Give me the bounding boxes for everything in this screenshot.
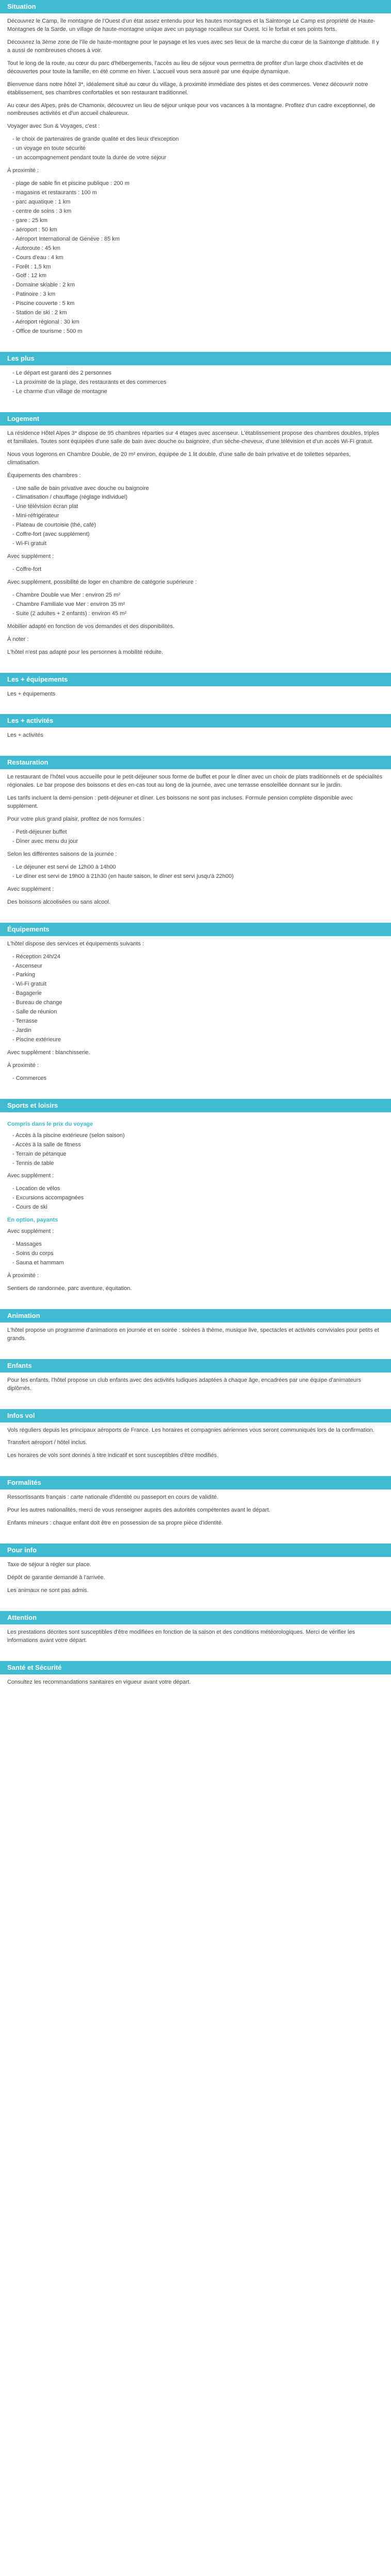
list-item: - centre de soins : 3 km <box>12 208 384 216</box>
list <box>7 369 384 396</box>
list <box>7 1185 384 1212</box>
list-item: - Aéroport International de Genève : 85 km <box>12 235 384 244</box>
list-item: - Une salle de bain privative avec douche ou baignoire <box>12 485 384 493</box>
list-item: - Forêt : 1,5 km <box>12 263 384 272</box>
list-item: - Jardin <box>12 1027 384 1035</box>
paragraph: Avec supplément : <box>7 1228 54 1235</box>
paragraph: À proximité : <box>7 1272 39 1279</box>
list-item: - Domaine skiable : 2 km <box>12 281 384 290</box>
list-item: - le choix de partenaires de grande qualité et des lieux d'exception <box>12 135 384 144</box>
subheading: Équipements des chambres : <box>7 472 81 479</box>
list-item: - Le dîner est servi de 19h00 à 21h30 (en haute saison, le dîner est servi jusqu'à 22h00) <box>12 873 384 881</box>
section-header-animation: Animation <box>0 1309 391 1323</box>
paragraph: Taxe de séjour à régler sur place. <box>7 1562 91 1568</box>
list-item: - Le déjeuner est servi de 12h00 à 14h00 <box>12 863 384 872</box>
paragraph: Bienvenue dans notre hôtel 3*, idéalement situé au cœur du village, à proximité immédiate des pistes et des commerces. Venez découvrir notre établissement, ses chambres confortables et son restaurant traditionnel. <box>7 81 368 96</box>
list-item: - gare : 25 km <box>12 217 384 225</box>
list-item: - Piscine couverte : 5 km <box>12 300 384 308</box>
section-body-enfants <box>0 1372 391 1404</box>
paragraph: Les + activités <box>7 732 44 739</box>
paragraph: Consultez les recommandations sanitaires en vigueur avant votre départ. <box>7 1679 191 1685</box>
paragraph: La résidence Hôtel Alpes 3* dispose de 95 chambres réparties sur 4 étages avec ascenseur. L'établissement propose des chambres doubles, triples et familiales. Toutes sont équipées d'une salle de bain avec douche ou baignoire, d'un sèche-cheveux, d'une télévision et d'un accès Wi-Fi gratuit. <box>7 430 380 445</box>
subheading: En option, payants <box>7 1217 58 1224</box>
list <box>7 135 384 162</box>
paragraph: Mobilier adapté en fonction de vos demandes et des disponibilités. <box>7 623 175 630</box>
list-item: - Le départ est garanti dès 2 personnes <box>12 369 384 378</box>
list-item: - La proximité de la plage, des restaurants et des commerces <box>12 379 384 387</box>
paragraph: Des boissons alcoolisées ou sans alcool. <box>7 899 110 905</box>
list-item: - Commerces <box>12 1075 384 1083</box>
paragraph: Découvrez la 3ème zone de l'île de haute-montagne pour le paysage et les vues avec ses lieux de la marche du cœur de la Saintonge d'altitude. Il y a aussi de nombreuses choses à voir. <box>7 39 379 54</box>
list-item: - Coffre-fort (avec supplément) <box>12 531 384 539</box>
section-header-plus: Les plus <box>0 352 391 365</box>
list <box>7 591 384 618</box>
section-body-activites <box>0 727 391 751</box>
list <box>7 953 384 1044</box>
list-item: - Plateau de courtoisie (thé, café) <box>12 521 384 530</box>
section-header-attention: Attention <box>0 1611 391 1624</box>
section-header-equipements: Les + équipements <box>0 673 391 686</box>
section-body-sports <box>0 1112 391 1304</box>
paragraph: Transfert aéroport / hôtel inclus. <box>7 1439 87 1446</box>
paragraph: Sentiers de randonnée, parc aventure, équitation. <box>7 1285 132 1292</box>
list-item: - Excursions accompagnées <box>12 1194 384 1202</box>
list-item: - Accès à la salle de fitness <box>12 1141 384 1149</box>
list-item: - Climatisation / chauffage (réglage individuel) <box>12 494 384 502</box>
list-item: - Ascenseur <box>12 962 384 971</box>
section-body-attention <box>0 1624 391 1656</box>
list-item: - un voyage en toute sécurité <box>12 145 384 153</box>
list-item: - Cours de ski <box>12 1204 384 1212</box>
list-item: - Station de ski : 2 km <box>12 309 384 317</box>
list-item: - Wi-Fi gratuit <box>12 980 384 989</box>
list-item: - Parking <box>12 971 384 979</box>
paragraph: Avec supplément : <box>7 1173 54 1179</box>
paragraph: Les + équipements <box>7 690 56 697</box>
paragraph: Avec supplément : <box>7 553 54 560</box>
paragraph: Tout le long de la route, au cœur du parc d'hébergements, l'accès au lieu de séjour vous permettra de profiter d'un large choix d'activités et de découvertes pour toute la famille, en été comme en hiver. L'accueil vous sera assuré par une équipe dynamique. <box>7 60 364 75</box>
list-item: - Coffre-fort <box>12 566 384 574</box>
paragraph: Les prestations décrites sont susceptibles d'être modifiées en fonction de la saison et des conditions météorologiques. Merci de vérifier les informations avant votre départ. <box>7 1629 355 1643</box>
list-item: - Petit-déjeuner buffet <box>12 828 384 837</box>
list <box>7 828 384 846</box>
section-header-equipements-hotel: Équipements <box>0 923 391 936</box>
section-body-situation <box>0 13 391 347</box>
section-header-restauration: Restauration <box>0 756 391 769</box>
paragraph: Enfants mineurs : chaque enfant doit être en possession de sa propre pièce d'identité. <box>7 1520 223 1527</box>
list-item: - Tennis de table <box>12 1160 384 1168</box>
paragraph: Avec supplément : <box>7 886 54 892</box>
list-item: - plage de sable fin et piscine publique : 200 m <box>12 180 384 188</box>
paragraph: Pour les autres nationalités, merci de vous renseigner auprès des autorités compétentes avant le départ. <box>7 1507 270 1514</box>
section-body-plus <box>0 365 391 407</box>
list-item: - parc aquatique : 1 km <box>12 198 384 207</box>
list <box>7 1075 384 1083</box>
list-item: - Mini-réfrigérateur <box>12 512 384 520</box>
list-item: - Terrain de pétanque <box>12 1150 384 1159</box>
list <box>7 566 384 574</box>
list-item: - Accès à la piscine extérieure (selon saison) <box>12 1132 384 1140</box>
section-body-logement <box>0 426 391 668</box>
list-item: - Piscine extérieure <box>12 1036 384 1044</box>
subheading: Compris dans le prix du voyage <box>7 1121 93 1127</box>
list <box>7 1132 384 1168</box>
list-item: - Cours d'eau : 4 km <box>12 254 384 262</box>
section-header-infos-vol: Infos vol <box>0 1409 391 1422</box>
section-header-pour-info: Pour info <box>0 1544 391 1557</box>
list-item: - Réception 24h/24 <box>12 953 384 961</box>
paragraph: Pour votre plus grand plaisir, profitez de nos formules : <box>7 816 144 823</box>
list-item: - Golf : 12 km <box>12 272 384 280</box>
list-item: - Wi-Fi gratuit <box>12 540 384 548</box>
section-body-animation <box>0 1323 391 1354</box>
paragraph: Avec supplément, possibilité de loger en chambre de catégorie supérieure : <box>7 579 197 585</box>
list-item: - Bureau de change <box>12 999 384 1007</box>
section-header-situation: Situation <box>0 0 391 13</box>
paragraph: À noter : <box>7 636 29 642</box>
paragraph: Dépôt de garantie demandé à l'arrivée. <box>7 1574 105 1581</box>
paragraph: Les animaux ne sont pas admis. <box>7 1587 89 1594</box>
section-body-infos-vol <box>0 1422 391 1471</box>
section-header-sports: Sports et loisirs <box>0 1099 391 1112</box>
list-item: - Soins du corps <box>12 1250 384 1258</box>
paragraph: L'hôtel n'est pas adapté pour les personnes à mobilité réduite. <box>7 649 164 655</box>
paragraph: Découvrez le Camp, île montagne de l'Ouest d'un état assez entendu pour les hautes montagnes et la Saintonge Le Camp est propriété de Haute-Montagnes de la Sarde, un village de haute-montagne unique avec un paysage rocailleux sur Ouest. Ici le forfait et ses points forts. <box>7 18 376 32</box>
list-item: - Chambre Familiale vue Mer : environ 35 m² <box>12 601 384 609</box>
list-item: - Terrasse <box>12 1018 384 1026</box>
section-header-enfants: Enfants <box>0 1359 391 1372</box>
list-item: - Salle de réunion <box>12 1008 384 1016</box>
paragraph: Les tarifs incluent la demi-pension : petit-déjeuner et dîner. Les boissons ne sont pas incluses. Formule pension complète disponible avec supplément. <box>7 795 353 810</box>
paragraph: L'hôtel propose un programme d'animations en journée et en soirée : soirées à thème, musique live, spectacles et activités conviviales pour petits et grands. <box>7 1327 379 1342</box>
subheading: Voyager avec Sun & Voyages, c'est : <box>7 123 100 130</box>
paragraph: Au cœur des Alpes, près de Chamonix, découvrez un lieu de séjour unique pour vos vacances à la montagne. Profitez d'un cadre exceptionnel, de nombreuses activités et d'un accueil chaleureux. <box>7 102 376 117</box>
list <box>7 863 384 881</box>
list-item: - Dîner avec menu du jour <box>12 838 384 846</box>
list-item: - Patinoire : 3 km <box>12 291 384 299</box>
paragraph: Le restaurant de l'hôtel vous accueille pour le petit-déjeuner sous forme de buffet et pour le dîner avec un choix de plats traditionnels et de spécialités régionales. Le bar propose des boissons et des en-cas tout au long de la journée, avec une terrasse ensoleillée donnant sur le jardin. <box>7 774 383 789</box>
paragraph: À proximité : <box>7 167 39 174</box>
paragraph: Ressortissants français : carte nationale d'identité ou passeport en cours de validité. <box>7 1494 219 1501</box>
paragraph: À proximité : <box>7 1062 39 1069</box>
paragraph: Pour les enfants, l'hôtel propose un club enfants avec des activités ludiques adaptées à chaque âge, encadrées par une équipe d'animateurs diplômés. <box>7 1377 362 1392</box>
list-item: - Massages <box>12 1241 384 1249</box>
paragraph: Selon les différentes saisons de la journée : <box>7 851 117 857</box>
list-item: - Autoroute : 45 km <box>12 245 384 253</box>
section-header-sante: Santé et Sécurité <box>0 1661 391 1674</box>
list-item: - Suite (2 adultes + 2 enfants) : environ 45 m² <box>12 610 384 618</box>
section-body-sante <box>0 1674 391 1698</box>
list-item: - Office de tourisme : 500 m <box>12 328 384 336</box>
section-header-logement: Logement <box>0 412 391 426</box>
list-item: - Location de vélos <box>12 1185 384 1193</box>
paragraph: Nous vous logerons en Chambre Double, de 20 m² environ, équipée de 1 lit double, d'une salle de bain privative et de toilettes séparées, climatisation. <box>7 451 351 466</box>
paragraph: Les horaires de vols sont donnés à titre indicatif et sont susceptibles d'être modifiés. <box>7 1452 219 1459</box>
list <box>7 180 384 336</box>
list-item: - un accompagnement pendant toute la durée de votre séjour <box>12 154 384 162</box>
list-item: - Bagagerie <box>12 990 384 998</box>
list-item: - magasins et restaurants : 100 m <box>12 189 384 197</box>
list <box>7 1241 384 1267</box>
paragraph: Vols réguliers depuis les principaux aéroports de France. Les horaires et compagnies aériennes vous seront communiqués lors de la confirmation. <box>7 1427 374 1433</box>
section-header-formalites: Formalités <box>0 1476 391 1489</box>
paragraph: L'hôtel dispose des services et équipements suivants : <box>7 940 144 947</box>
section-body-equipements <box>0 686 391 709</box>
section-body-restauration <box>0 769 391 917</box>
section-header-activites: Les + activités <box>0 714 391 727</box>
list <box>7 485 384 549</box>
list-item: - Une télévision écran plat <box>12 503 384 511</box>
section-body-equipements-hotel <box>0 936 391 1094</box>
list-item: - Chambre Double vue Mer : environ 25 m² <box>12 591 384 600</box>
paragraph: Avec supplément : blanchisserie. <box>7 1049 90 1056</box>
list-item: - Le charme d'un village de montagne <box>12 388 384 396</box>
list-item: - Sauna et hammam <box>12 1259 384 1267</box>
list-item: - Aéroport régional : 30 km <box>12 318 384 327</box>
section-body-pour-info <box>0 1557 391 1606</box>
list-item: - aéroport : 50 km <box>12 226 384 234</box>
section-body-formalites <box>0 1489 391 1538</box>
